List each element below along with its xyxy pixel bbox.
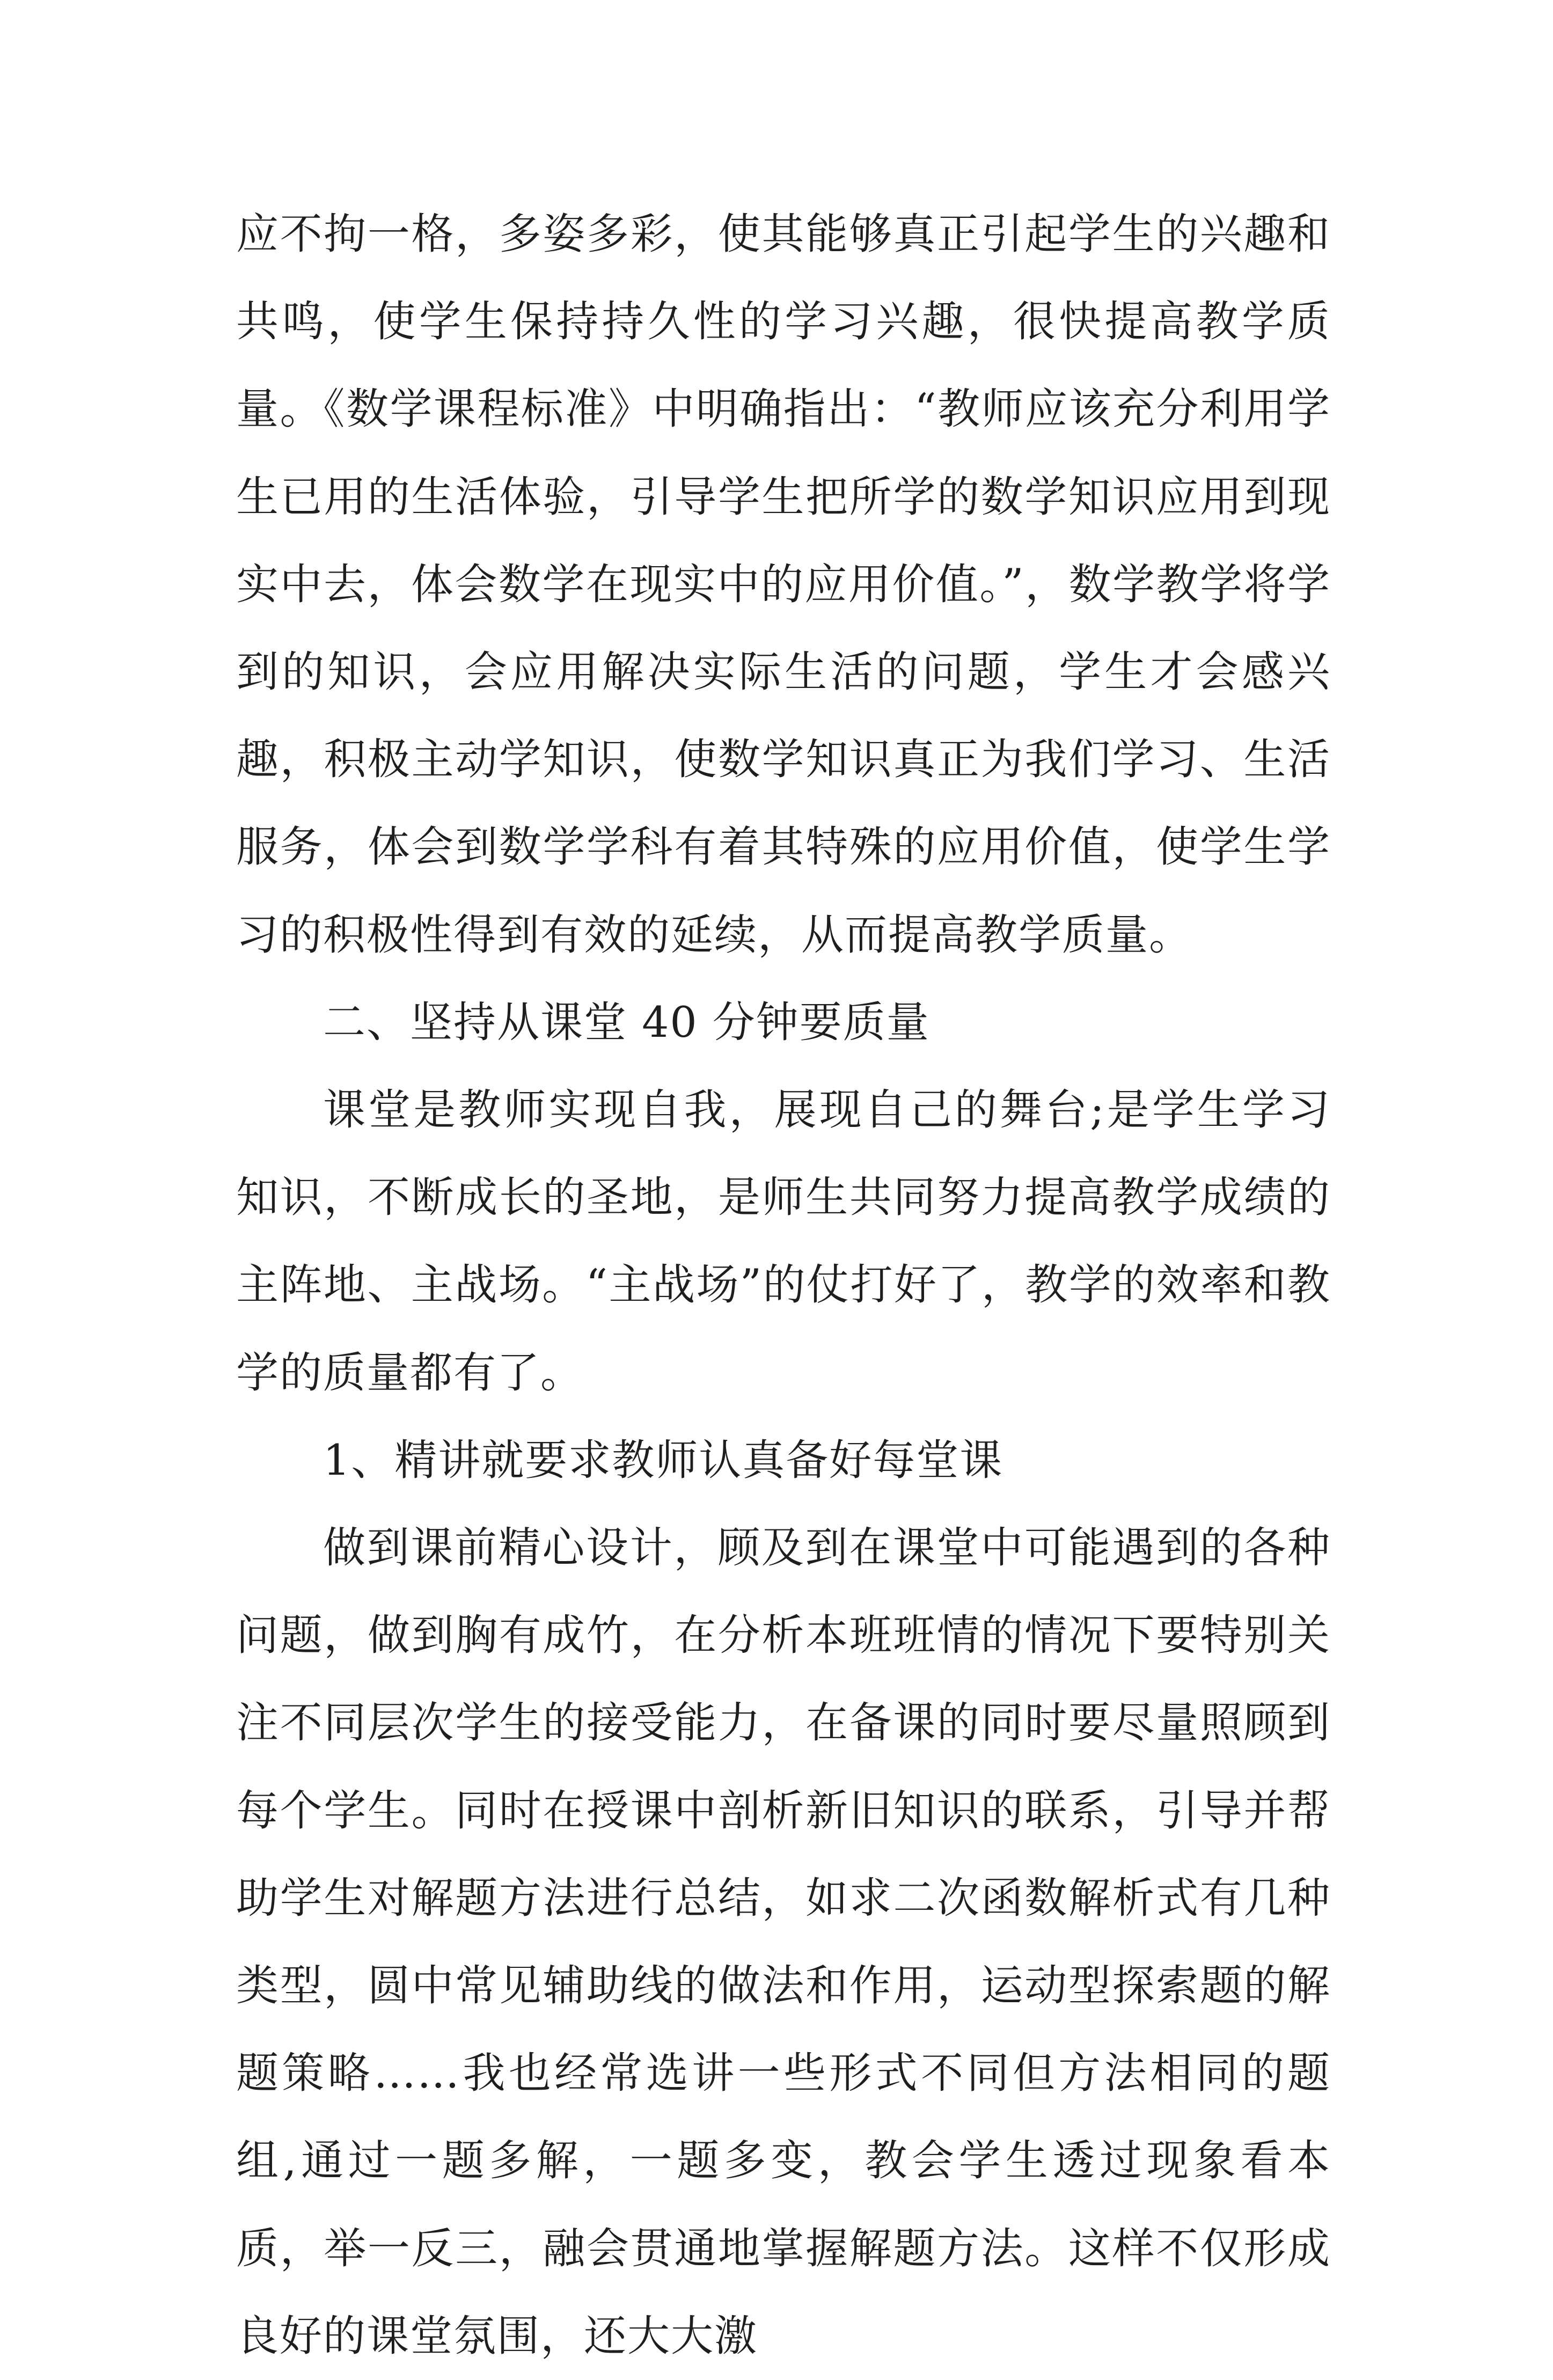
- paragraph-continuation: 应不拘一格，多姿多彩，使其能够真正引起学生的兴趣和共鸣，使学生保持持久性的学习兴趣，很快提高教学质量。《数学课程标准》中明确指出：“教师应该充分利用学生已用的生活体验，引导学生把所学的数学知识应用到现实中去，体会数学在现实中的应用价值。”，数学教学将学到的知识，会应用解决实际生活的问题，学生才会感兴趣，积极主动学知识，使数学知识真正为我们学习、生活服务，体会到数学学科有着其特殊的应用价值，使学生学习的积极性得到有效的延续，从而提高教学质量。: [236, 209, 1331, 960]
- subheading-lesson-preparation: 1、精讲就要求教师认真备好每堂课: [323, 1435, 1003, 1485]
- section-heading-classroom-quality: 二、坚持从课堂 40 分钟要质量: [323, 997, 930, 1047]
- paragraph-lesson-design: 做到课前精心设计，顾及到在课堂中可能遇到的各种问题，做到胸有成竹，在分析本班班情的情况下要特别关注不同层次学生的接受能力，在备课的同时要尽量照顾到每个学生。同时在授课中剖析新旧知识的联系，引导并帮助学生对解题方法进行总结，如求二次函数解析式有几种类型，圆中常见辅助线的做法和作用，运动型探索题的解题策略……我也经常选讲一些形式不同但方法相同的题组,通过一题多解，一题多变，教会学生透过现象看本质，举一反三，融会贯通地掌握解题方法。这样不仅形成良好的课堂氛围，还大大激: [236, 1523, 1331, 2361]
- document-body: [236, 191, 1331, 2380]
- paragraph-classroom: 课堂是教师实现自我，展现自己的舞台;是学生学习知识，不断成长的圣地，是师生共同努力提高教学成绩的主阵地、主战场。“主战场”的仗打好了，教学的效率和教学的质量都有了。: [236, 1085, 1331, 1397]
